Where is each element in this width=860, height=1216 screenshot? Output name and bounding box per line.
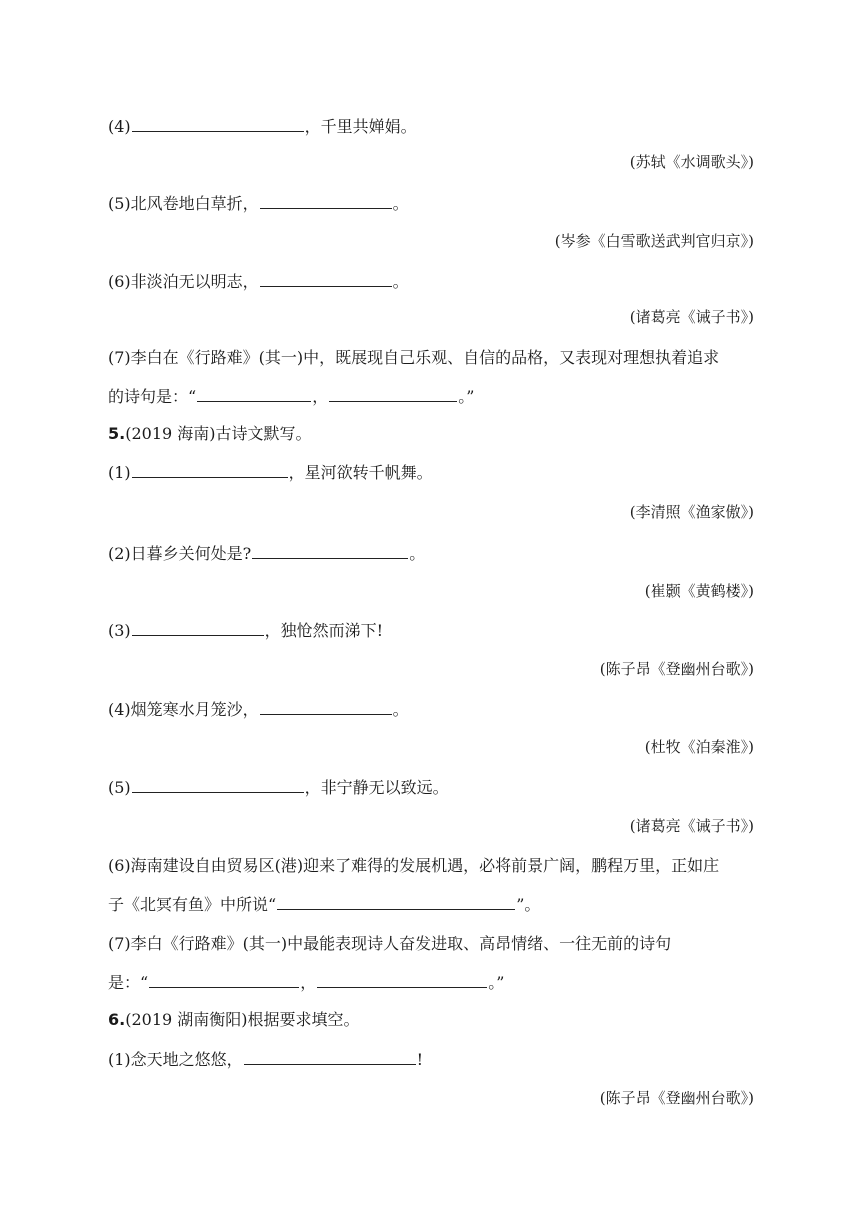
source-citation: (李清照《渔家傲》) bbox=[629, 503, 754, 521]
question-line: 的诗句是：“ ， 。” bbox=[108, 387, 475, 406]
source-citation: (崔颢《黄鹤楼》) bbox=[644, 582, 754, 600]
question-line: (7)李白在《行路难》(其一)中，既展现自己乐观、自信的品格，又表现对理想执着追求 bbox=[108, 348, 720, 367]
question-line: 子《北冥有鱼》中所说“ ”。 bbox=[108, 895, 541, 914]
answer-blank[interactable] bbox=[132, 116, 304, 132]
question-heading: 5.(2019 海南)古诗文默写。 bbox=[108, 424, 312, 443]
question-line: (5) ，非宁静无以致远。 bbox=[108, 778, 449, 797]
answer-blank[interactable] bbox=[260, 193, 392, 209]
question-line: (5)北风卷地白草折， 。 bbox=[108, 194, 409, 213]
source-citation: (陈子昂《登幽州台歌》) bbox=[599, 1089, 754, 1107]
source-citation: (杜牧《泊秦淮》) bbox=[644, 738, 754, 756]
answer-blank[interactable] bbox=[197, 386, 311, 402]
question-line: (3) ，独怆然而涕下! bbox=[108, 621, 384, 640]
answer-blank[interactable] bbox=[244, 1049, 416, 1065]
question-line: (4) ，千里共婵娟。 bbox=[108, 117, 417, 136]
question-line: (4)烟笼寒水月笼沙， 。 bbox=[108, 700, 409, 719]
answer-blank[interactable] bbox=[277, 894, 515, 910]
answer-blank[interactable] bbox=[317, 972, 487, 988]
source-citation: (苏轼《水调歌头》) bbox=[629, 153, 754, 171]
question-line: (7)李白《行路难》(其一)中最能表现诗人奋发进取、高昂情绪、一往无前的诗句 bbox=[108, 934, 672, 953]
question-line: (1) ，星河欲转千帆舞。 bbox=[108, 463, 433, 482]
question-line: 是：“ ， 。” bbox=[108, 973, 505, 992]
source-citation: (诸葛亮《诫子书》) bbox=[629, 817, 754, 835]
source-citation: (陈子昂《登幽州台歌》) bbox=[599, 660, 754, 678]
question-line: (1)念天地之悠悠， ! bbox=[108, 1050, 424, 1069]
answer-blank[interactable] bbox=[252, 543, 408, 559]
answer-blank[interactable] bbox=[149, 972, 299, 988]
answer-blank[interactable] bbox=[132, 462, 288, 478]
question-line: (2)日暮乡关何处是? 。 bbox=[108, 544, 426, 563]
question-heading: 6.(2019 湖南衡阳)根据要求填空。 bbox=[108, 1010, 360, 1029]
answer-blank[interactable] bbox=[260, 271, 392, 287]
answer-blank[interactable] bbox=[132, 620, 264, 636]
source-citation: (岑参《白雪歌送武判官归京》) bbox=[554, 232, 754, 250]
source-citation: (诸葛亮《诫子书》) bbox=[629, 308, 754, 326]
answer-blank[interactable] bbox=[260, 699, 392, 715]
answer-blank[interactable] bbox=[329, 386, 457, 402]
question-line: (6)非淡泊无以明志， 。 bbox=[108, 272, 409, 291]
question-line: (6)海南建设自由贸易区(港)迎来了难得的发展机遇，必将前景广阔，鹏程万里，正如庄 bbox=[108, 856, 720, 875]
answer-blank[interactable] bbox=[132, 777, 304, 793]
